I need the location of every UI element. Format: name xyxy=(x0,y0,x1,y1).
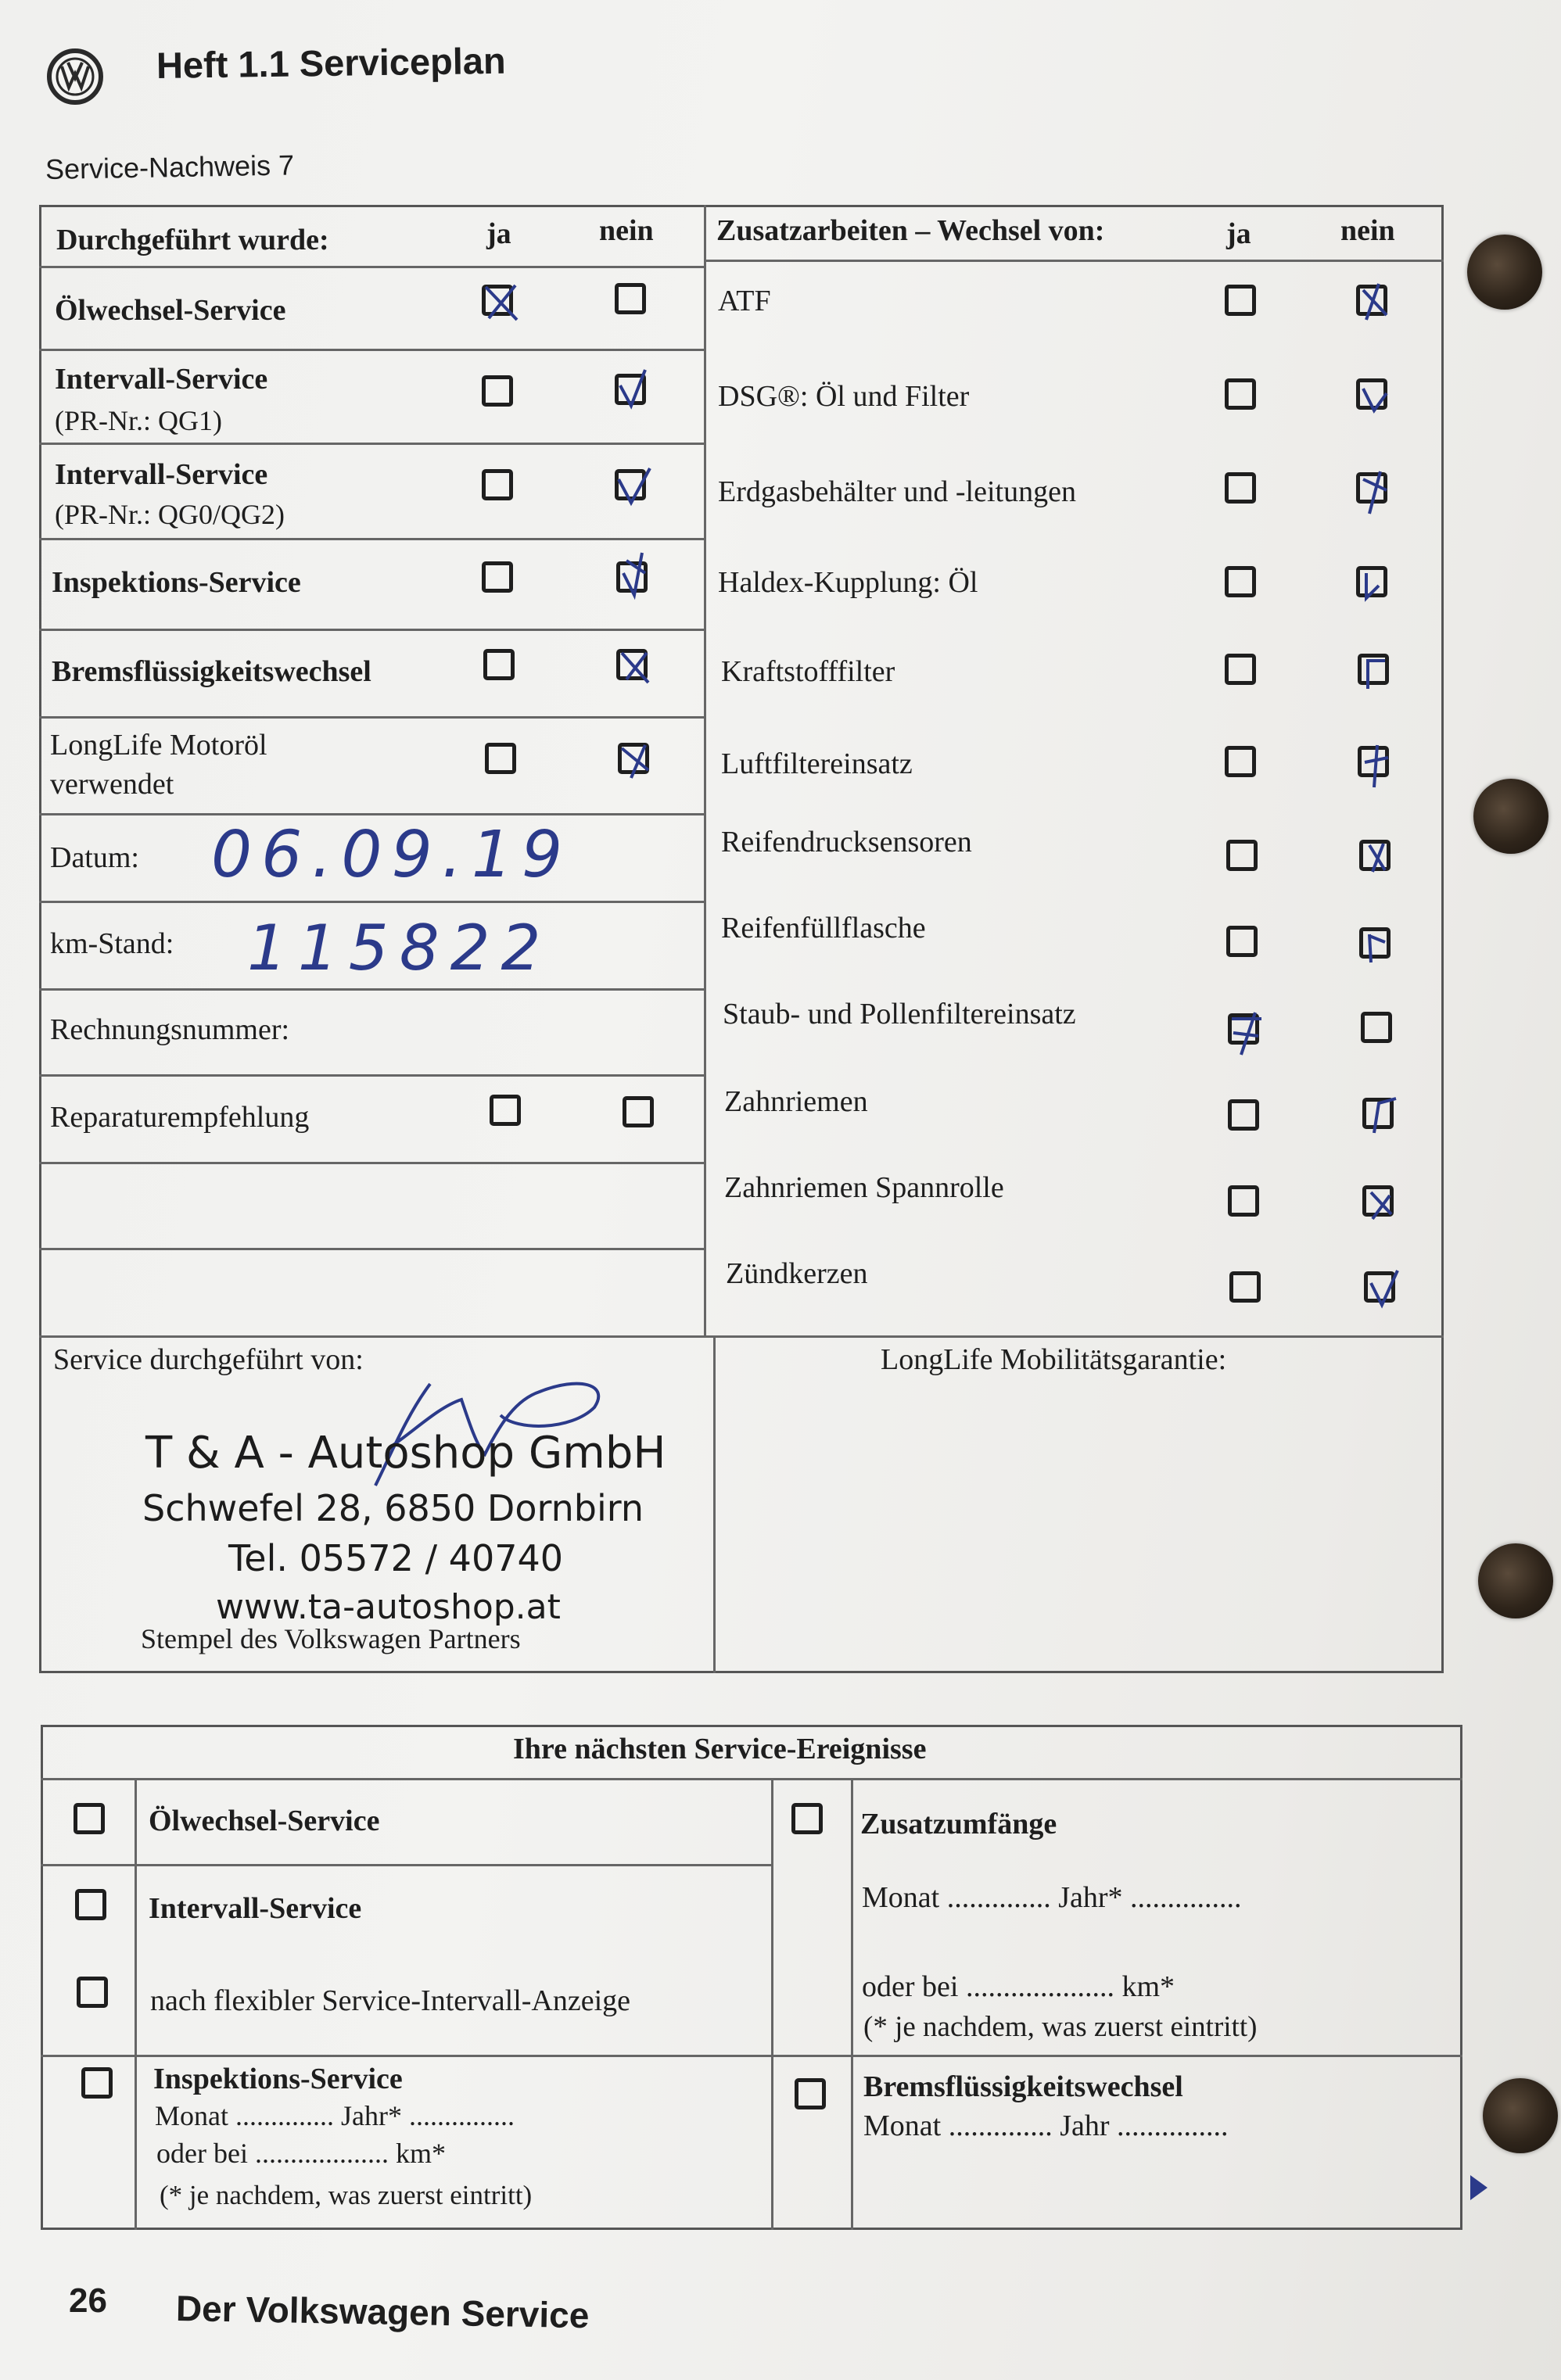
row-label-oelwechsel: Ölwechsel-Service xyxy=(55,294,286,327)
checkbox-intervall-qg1-ja[interactable] xyxy=(482,375,513,407)
checkbox-kraftstofffilter-nein[interactable] xyxy=(1358,654,1389,685)
next-inspektion-label: Inspektions-Service xyxy=(153,2063,403,2095)
row-label-inspektion: Inspektions-Service xyxy=(52,566,301,599)
punch-hole xyxy=(1473,779,1548,854)
checkbox-haldex-ja[interactable] xyxy=(1225,566,1256,597)
checkbox-reifenfuellflasche-nein[interactable] xyxy=(1359,927,1391,959)
extra-label-reifenfuellflasche: Reifenfüllflasche xyxy=(721,912,926,944)
next-brems-label: Bremsflüssigkeitswechsel xyxy=(863,2070,1183,2103)
row-sub-longlife: verwendet xyxy=(50,768,174,801)
checkbox-spannrolle-ja[interactable] xyxy=(1228,1185,1259,1217)
checkbox-intervall-qg0-ja[interactable] xyxy=(482,469,513,500)
row-label-intervall-qg1: Intervall-Service xyxy=(55,363,268,396)
next-intervall-label: Intervall-Service xyxy=(149,1892,362,1925)
next-brems-monat: Monat .............. Jahr ............... xyxy=(863,2109,1229,2142)
checkbox-atf-ja[interactable] xyxy=(1225,285,1256,316)
stamp-company: T & A - Autoshop GmbH xyxy=(145,1428,666,1479)
checkbox-reifendrucksensoren-nein[interactable] xyxy=(1359,840,1391,871)
km-value: 115822 xyxy=(247,912,552,984)
vw-logo xyxy=(47,48,103,105)
checkbox-erdgas-ja[interactable] xyxy=(1225,472,1256,504)
checkbox-intervall-qg0-nein[interactable] xyxy=(615,469,646,500)
rechnung-label: Rechnungsnummer: xyxy=(50,1013,290,1046)
right-header-ja: ja xyxy=(1226,217,1251,250)
continue-arrow-icon xyxy=(1470,2175,1487,2200)
punch-hole xyxy=(1478,1543,1553,1618)
right-header-nein: nein xyxy=(1340,214,1395,247)
left-header-ja: ja xyxy=(486,217,511,250)
checkbox-inspektion-nein[interactable] xyxy=(616,561,648,593)
punch-hole xyxy=(1467,235,1542,310)
checkbox-oelwechsel-ja[interactable] xyxy=(482,285,513,316)
checkbox-erdgas-nein[interactable] xyxy=(1356,472,1387,504)
checkbox-inspektion-ja[interactable] xyxy=(482,561,513,593)
extra-label-zuendkerzen: Zündkerzen xyxy=(726,1257,868,1290)
checkbox-bremsfluessigkeit-nein[interactable] xyxy=(616,649,648,680)
extra-label-erdgas: Erdgasbehälter und -leitungen xyxy=(718,475,1076,508)
checkbox-next-inspektion[interactable] xyxy=(81,2067,113,2099)
checkbox-next-flex[interactable] xyxy=(77,1977,108,2008)
next-inspektion-note: (* je nachdem, was zuerst eintritt) xyxy=(160,2180,533,2210)
checkbox-next-oelwechsel[interactable] xyxy=(74,1803,105,1834)
checkbox-zahnriemen-ja[interactable] xyxy=(1228,1099,1259,1131)
next-zusatz-note: (* je nachdem, was zuerst eintritt) xyxy=(863,2011,1258,2043)
stamp-address: Schwefel 28, 6850 Dornbirn xyxy=(142,1487,644,1529)
extra-label-kraftstofffilter: Kraftstofffilter xyxy=(721,655,895,688)
row-label-longlife: LongLife Motoröl xyxy=(50,729,267,762)
page-title: Heft 1.1 Serviceplan xyxy=(156,39,507,86)
checkbox-reparatur-ja[interactable] xyxy=(490,1095,521,1126)
extra-label-spannrolle: Zahnriemen Spannrolle xyxy=(724,1171,1004,1204)
checkbox-atf-nein[interactable] xyxy=(1356,285,1387,316)
checkbox-reifendrucksensoren-ja[interactable] xyxy=(1226,840,1258,871)
punch-hole xyxy=(1483,2078,1558,2153)
checkbox-dsg-ja[interactable] xyxy=(1225,378,1256,410)
extra-label-haldex: Haldex-Kupplung: Öl xyxy=(718,566,978,599)
checkbox-longlife-nein[interactable] xyxy=(618,743,649,774)
checkbox-zuendkerzen-ja[interactable] xyxy=(1229,1271,1261,1303)
checkbox-longlife-ja[interactable] xyxy=(485,743,516,774)
datum-value: 06.09.19 xyxy=(211,818,572,892)
checkbox-dsg-nein[interactable] xyxy=(1356,378,1387,410)
row-label-intervall-qg0: Intervall-Service xyxy=(55,458,268,491)
checkbox-luftfilter-ja[interactable] xyxy=(1225,746,1256,777)
extra-label-atf: ATF xyxy=(718,285,771,317)
checkbox-zuendkerzen-nein[interactable] xyxy=(1364,1271,1395,1303)
extra-label-luftfilter: Luftfiltereinsatz xyxy=(721,747,913,780)
extra-label-pollenfilter: Staub- und Pollenfiltereinsatz xyxy=(723,998,1076,1030)
section-title: Service-Nachweis 7 xyxy=(45,149,295,185)
checkbox-bremsfluessigkeit-ja[interactable] xyxy=(483,649,515,680)
row-sub-intervall-qg1: (PR-Nr.: QG1) xyxy=(55,405,222,436)
stamp-web: www.ta-autoshop.at xyxy=(216,1587,561,1627)
checkbox-reparatur-nein[interactable] xyxy=(623,1096,654,1127)
row-label-bremsfluessigkeit: Bremsflüssigkeitswechsel xyxy=(52,655,371,688)
checkbox-pollenfilter-nein[interactable] xyxy=(1361,1012,1392,1043)
checkbox-kraftstofffilter-ja[interactable] xyxy=(1225,654,1256,685)
checkbox-pollenfilter-ja[interactable] xyxy=(1228,1013,1259,1045)
stamp-caption: Stempel des Volkswagen Partners xyxy=(141,1623,521,1654)
right-header-label: Zusatzarbeiten – Wechsel von: xyxy=(716,214,1105,247)
checkbox-haldex-nein[interactable] xyxy=(1356,566,1387,597)
checkbox-next-zusatz[interactable] xyxy=(791,1803,823,1834)
next-inspektion-monat: Monat .............. Jahr* ............... xyxy=(155,2100,515,2131)
next-zusatz-km: oder bei .................... km* xyxy=(862,1970,1175,2003)
next-inspektion-km: oder bei ................... km* xyxy=(156,2138,446,2169)
stamp-phone: Tel. 05572 / 40740 xyxy=(228,1537,564,1579)
checkbox-next-intervall[interactable] xyxy=(75,1889,106,1920)
datum-label: Datum: xyxy=(50,841,139,874)
checkbox-next-brems[interactable] xyxy=(795,2078,826,2109)
left-header-nein: nein xyxy=(599,214,654,247)
page-number: 26 xyxy=(69,2281,107,2320)
extra-label-reifendrucksensoren: Reifendrucksensoren xyxy=(721,826,972,858)
next-events-title: Ihre nächsten Service-Ereignisse xyxy=(513,1733,927,1765)
checkbox-zahnriemen-nein[interactable] xyxy=(1362,1098,1394,1129)
checkbox-spannrolle-nein[interactable] xyxy=(1362,1185,1394,1217)
checkbox-oelwechsel-nein[interactable] xyxy=(615,283,646,314)
km-label: km-Stand: xyxy=(50,927,174,960)
extra-label-dsg: DSG®: Öl und Filter xyxy=(718,380,970,413)
mobility-label: LongLife Mobilitätsgarantie: xyxy=(881,1343,1227,1376)
next-flex-label: nach flexibler Service-Intervall-Anzeige xyxy=(150,1984,631,2017)
next-oelwechsel-label: Ölwechsel-Service xyxy=(149,1805,380,1837)
reparatur-label: Reparaturempfehlung xyxy=(50,1101,310,1134)
row-sub-intervall-qg0: (PR-Nr.: QG0/QG2) xyxy=(55,499,285,530)
next-zusatz-monat: Monat .............. Jahr* ............... xyxy=(862,1881,1242,1914)
checkbox-reifenfuellflasche-ja[interactable] xyxy=(1226,926,1258,957)
service-by-label: Service durchgeführt von: xyxy=(53,1343,364,1376)
next-zusatz-label: Zusatzumfänge xyxy=(860,1808,1057,1841)
checkbox-luftfilter-nein[interactable] xyxy=(1358,746,1389,777)
checkbox-intervall-qg1-nein[interactable] xyxy=(615,374,646,405)
extra-label-zahnriemen: Zahnriemen xyxy=(724,1085,868,1118)
footer-text: Der Volkswagen Service xyxy=(175,2288,590,2336)
left-header-label: Durchgeführt wurde: xyxy=(56,224,329,256)
